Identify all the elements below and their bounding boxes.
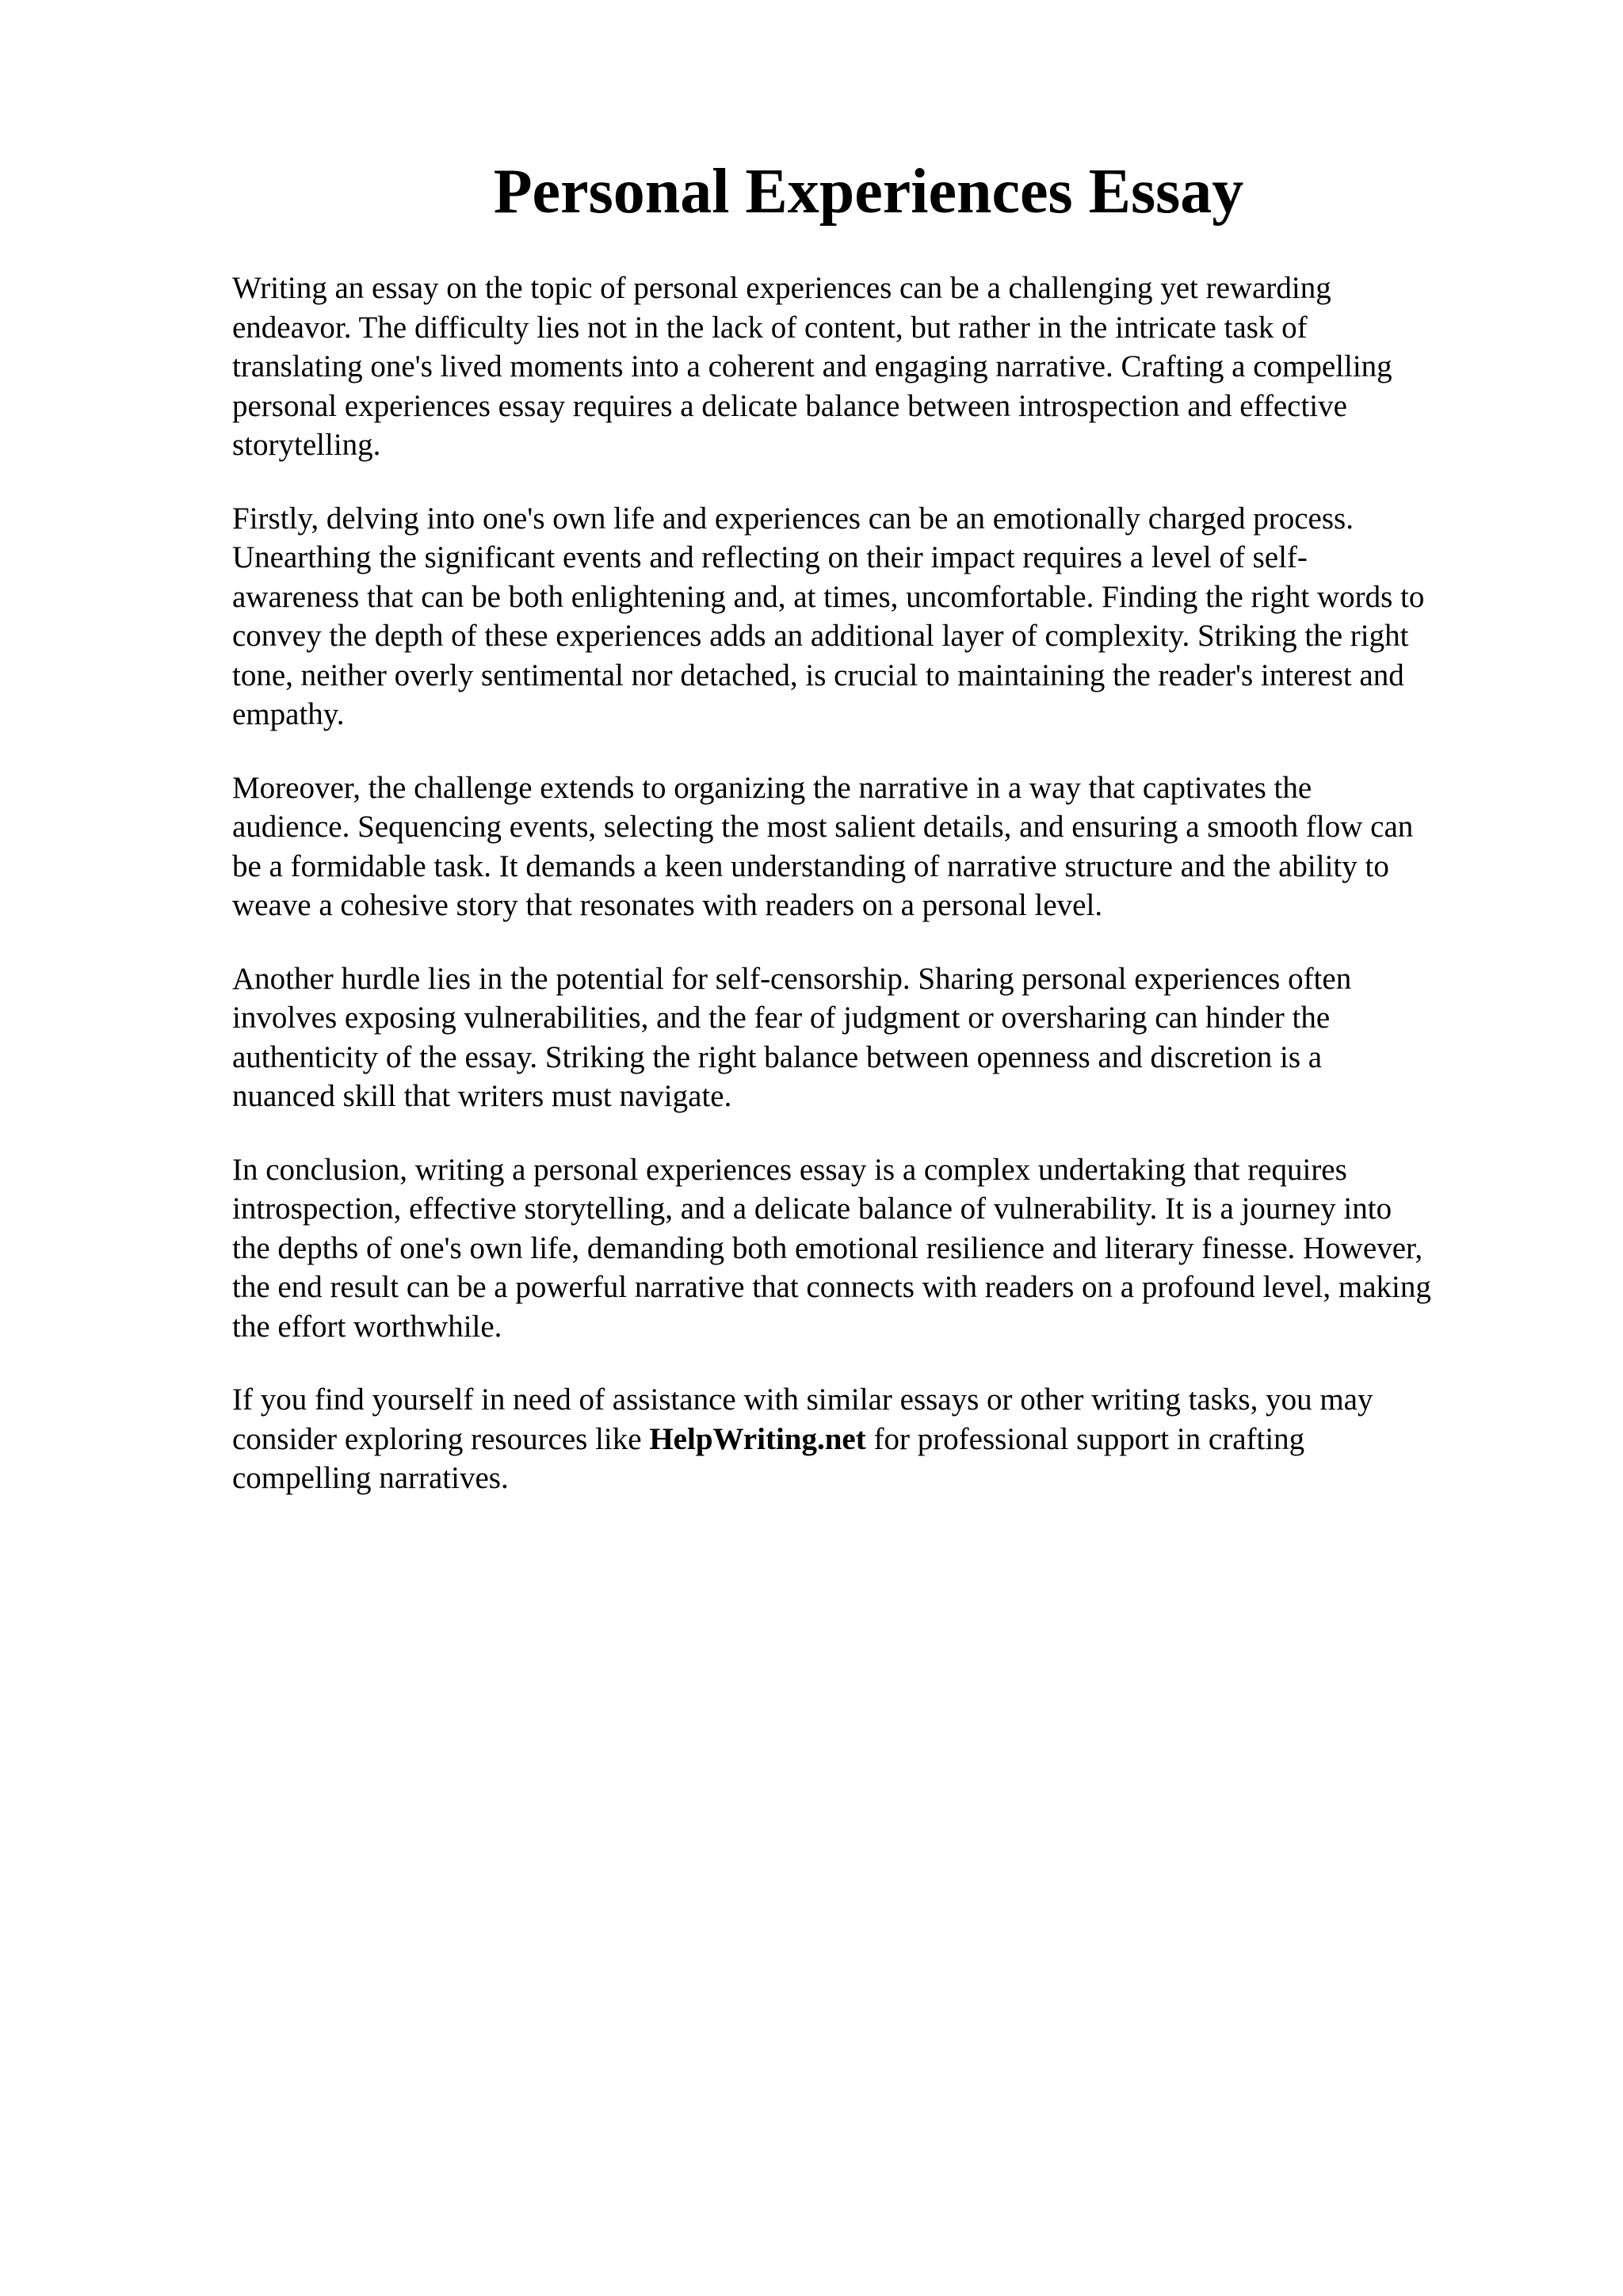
paragraph-line: weave a cohesive story that resonates with readers on a personal level. [232,888,1103,922]
paragraph-line: Firstly, delving into one's own life and experiences can be an emotionally charged process. [232,501,1354,536]
paragraph-line: awareness that can be both enlightening and, at times, uncomfortable. Finding the right words to [232,579,1425,614]
paragraph-line: nuanced skill that writers must navigate. [232,1079,732,1113]
paragraph-line: Moreover, the challenge extends to organizing the narrative in a way that captivates the [232,770,1312,805]
paragraph-line: tone, neither overly sentimental nor detached, is crucial to maintaining the reader's interest and [232,658,1404,692]
paragraph-line: translating one's lived moments into a coherent and engaging narrative. Crafting a compelling [232,349,1392,383]
paragraph-line: introspection, effective storytelling, and a delicate balance of vulnerability. It is a journey into [232,1192,1392,1226]
paragraph-1 [232,269,1532,465]
paragraph-line: the end result can be a powerful narrative that connects with readers on a profound level, making [232,1270,1431,1304]
document-title: Personal Experiences Essay [493,157,1244,227]
paragraph-line: involves exposing vulnerabilities, and the fear of judgment or oversharing can hinder the [232,1001,1331,1035]
paragraph-4 [232,959,1532,1116]
paragraph-3 [232,769,1532,925]
paragraph-line: personal experiences essay requires a delicate balance between introspection and effective [232,388,1347,423]
paragraph-line: the effort worthwhile. [232,1309,502,1344]
paragraph-line: endeavor. The difficulty lies not in the lack of content, but rather in the intricate task of [232,310,1308,345]
closing-text-before-link: consider exploring resources like [232,1421,650,1456]
paragraph-2 [232,499,1532,734]
paragraph-line: Another hurdle lies in the potential for self-censorship. Sharing personal experiences often [232,961,1352,996]
paragraph-line [232,1420,1532,1459]
paragraph-line: storytelling. [232,428,381,462]
paragraph-line: empathy. [232,697,345,731]
paragraph-5 [232,1150,1532,1347]
helpwriting-brand-text: HelpWriting.net [649,1421,866,1456]
essay-body [232,269,1532,1532]
paragraph-line: If you find yourself in need of assistance with similar essays or other writing tasks, you may [232,1383,1373,1417]
paragraph-line: be a formidable task. It demands a keen understanding of narrative structure and the ability to [232,849,1389,883]
closing-text-after-link: for professional support in crafting [865,1421,1305,1456]
paragraph-line: Writing an essay on the topic of personal experiences can be a challenging yet rewarding [232,271,1331,305]
paragraph-line: compelling narratives. [232,1461,509,1495]
paragraph-line: Unearthing the significant events and reflecting on their impact requires a level of self- [232,540,1308,574]
paragraph-line: audience. Sequencing events, selecting the most salient details, and ensuring a smooth flow can [232,810,1414,844]
paragraph-closing [232,1380,1532,1498]
paragraph-line: In conclusion, writing a personal experiences essay is a complex undertaking that requires [232,1152,1347,1187]
paragraph-line: convey the depth of these experiences adds an additional layer of complexity. Striking the right [232,619,1409,653]
paragraph-line: the depths of one's own life, demanding both emotional resilience and literary finesse. However, [232,1230,1423,1265]
paragraph-line: authenticity of the essay. Striking the right balance between openness and discretion is a [232,1039,1323,1074]
